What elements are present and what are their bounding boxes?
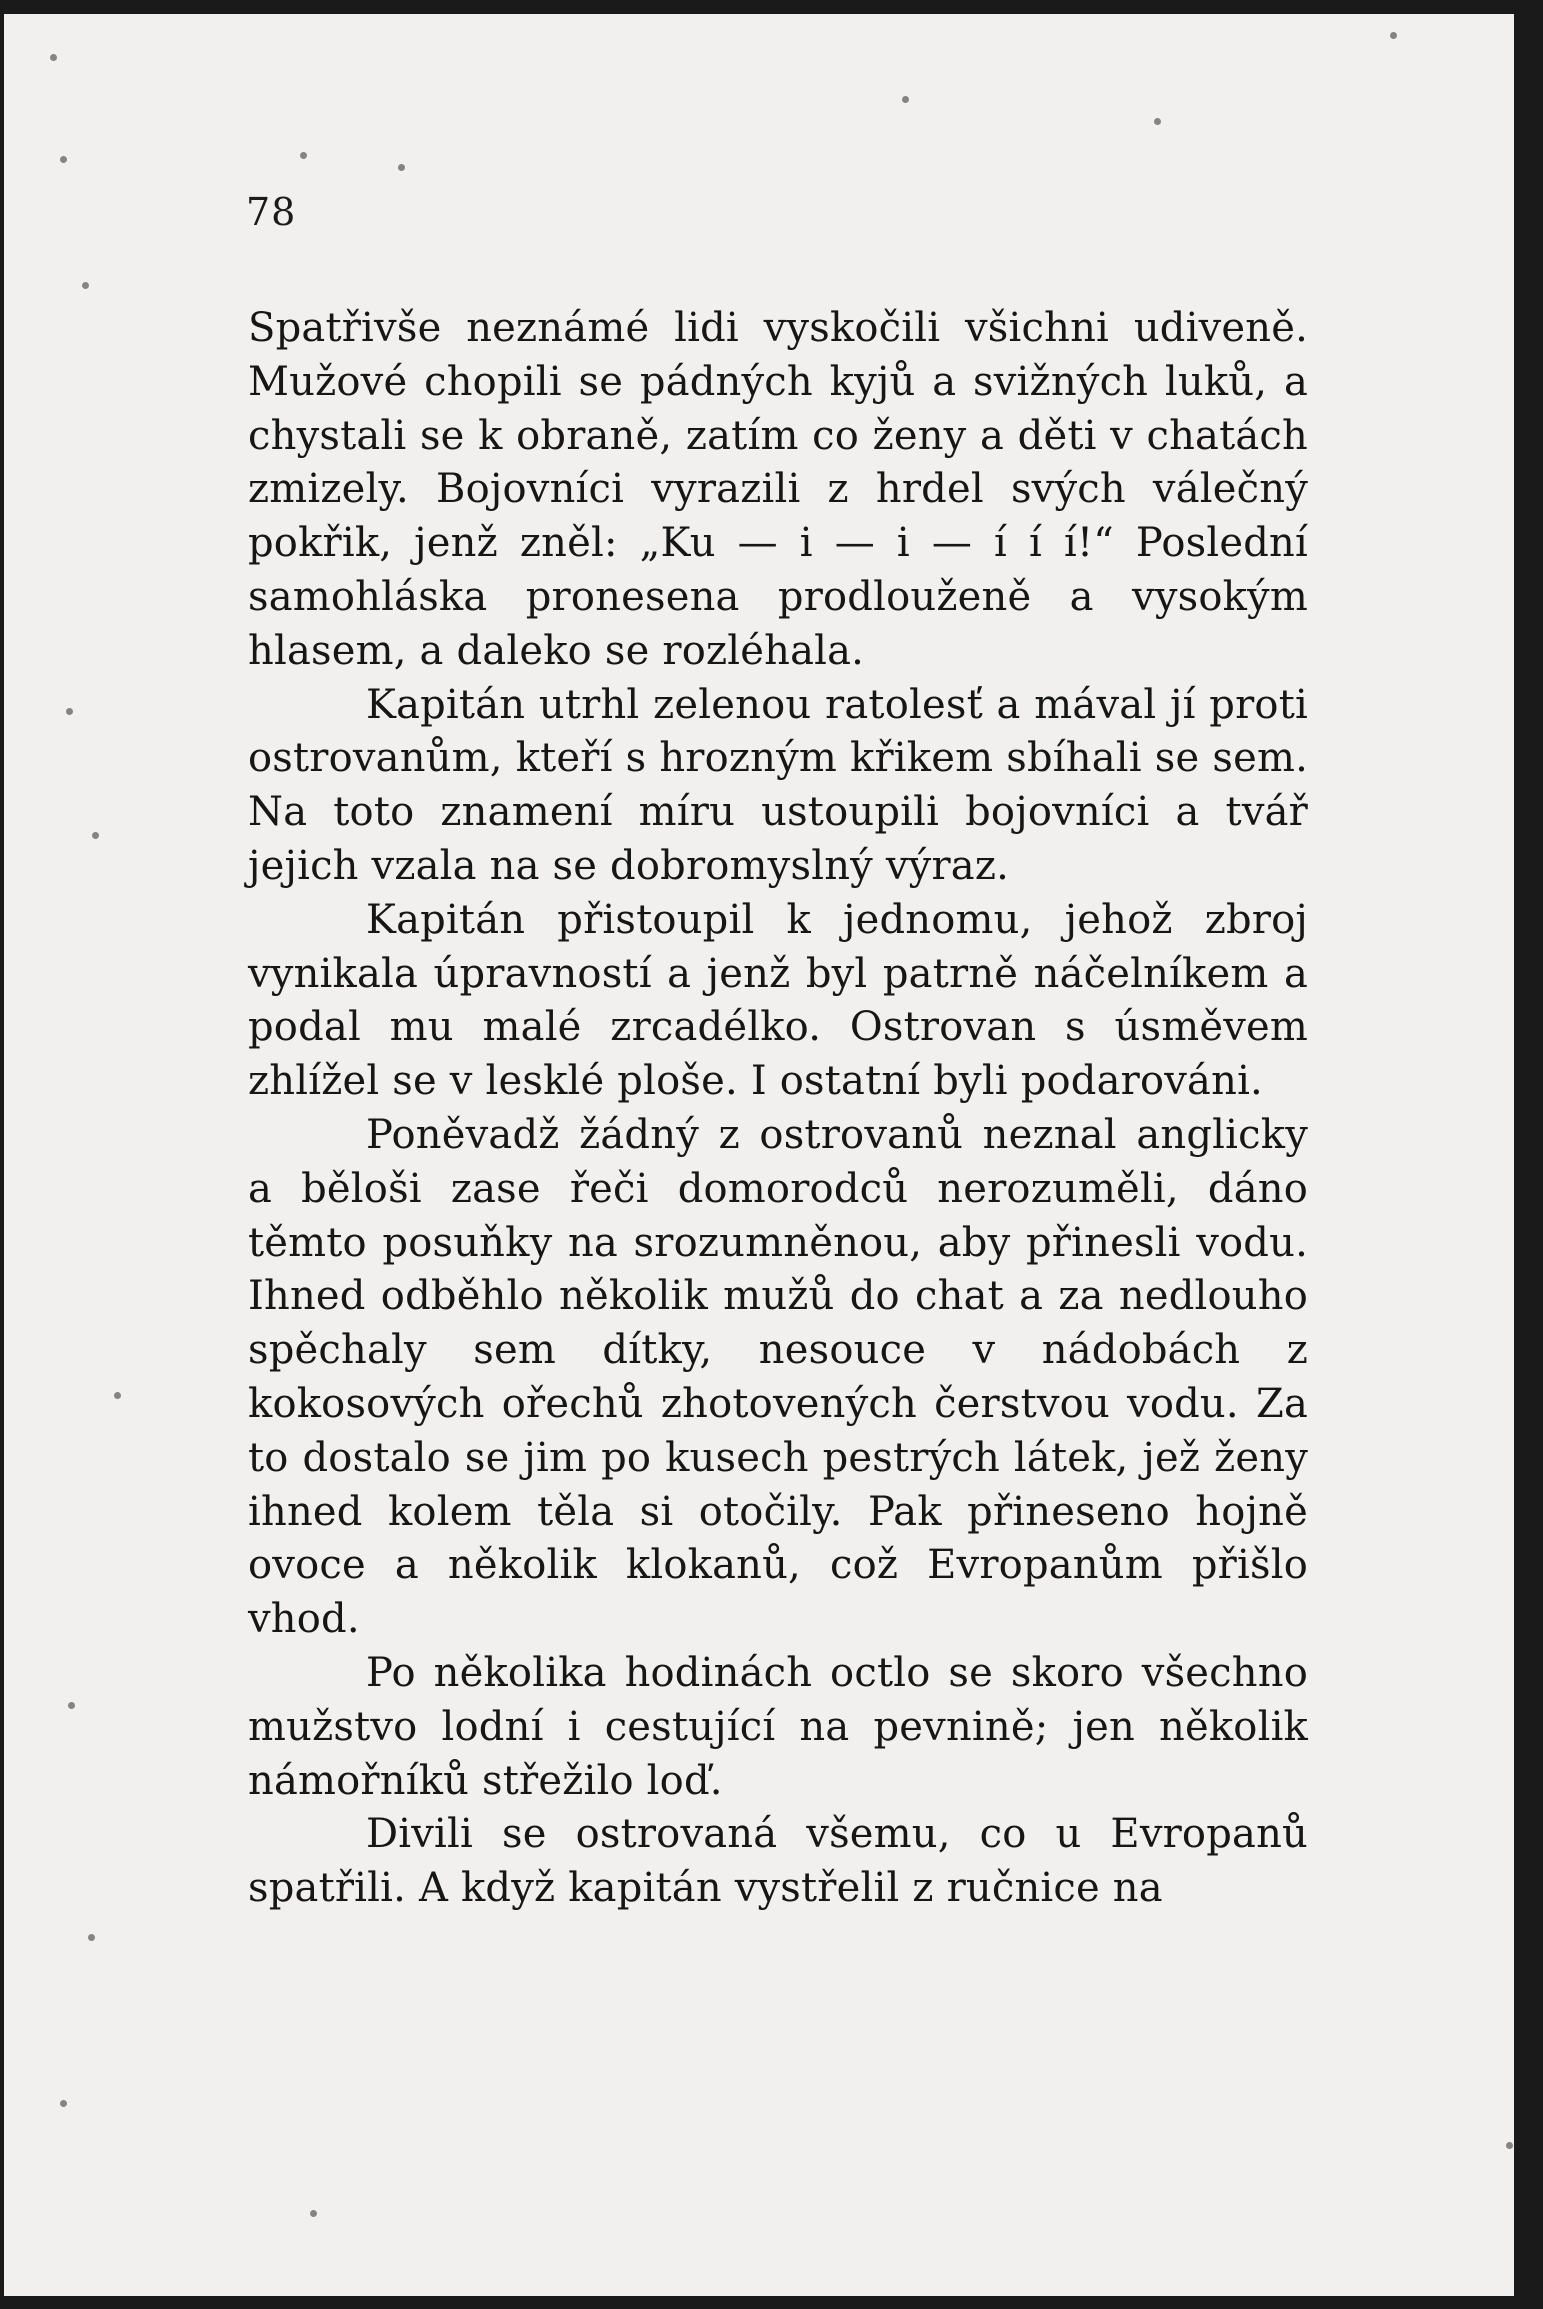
paper-speck: [60, 156, 67, 163]
body-text: [248, 302, 1308, 1916]
paper-speck: [92, 832, 99, 839]
paper-speck: [902, 96, 909, 103]
paragraph: Poněvadž žádný z ostrovanů neznal anglicky a běloši zase řeči domorodců nerozuměli, dáno těmto posuňky na srozumněnou, aby přinesli vodu. Ihned odběhlo několik mužů do chat a za nedlouho spěchaly sem dítky, nesouce v nádobách z kokosových ořechů zhotovených čerstvou vodu. Za to dostalo se jim po kusech pestrých látek, jež ženy ihned kolem těla si otočily. Pak přineseno hojně ovoce a několik klokanů, což Evropanům přišlo vhod.: [248, 1111, 1308, 1643]
page-number: 78: [246, 190, 297, 234]
paper-speck: [114, 1392, 121, 1399]
paper-speck: [1390, 32, 1397, 39]
paragraph: Po několika hodinách octlo se skoro všechno mužstvo lodní i cestující na pevnině; jen několik námořníků střežilo loď.: [248, 1649, 1308, 1804]
book-page: [4, 14, 1514, 2296]
paper-speck: [66, 708, 73, 715]
paper-speck: [1154, 118, 1161, 125]
paragraph: Divili se ostrovaná všemu, co u Evropanů spatřili. A když kapitán vystřelil z ručnice na: [248, 1811, 1308, 1912]
paper-speck: [68, 1702, 75, 1709]
paper-speck: [310, 2210, 317, 2217]
paper-speck: [60, 2100, 67, 2107]
paper-speck: [1506, 2142, 1513, 2149]
paper-speck: [398, 164, 405, 171]
paper-speck: [50, 54, 57, 61]
paper-speck: [82, 282, 89, 289]
paragraph: Spatřivše neznámé lidi vyskočili všichni udiveně. Mužové chopili se pádných kyjů a svižných luků, a chystali se k obraně, zatím co ženy a děti v chatách zmizely. Bojovníci vyrazili z hrdel svých válečný pokřik, jenž zněl: „Ku — i — i — í í í!“ Poslední samohláska pronesena prodlouženě a vysokým hlasem, a daleko se rozléhala.: [248, 305, 1308, 674]
paper-speck: [88, 1934, 95, 1941]
paragraph: Kapitán utrhl zelenou ratolesť a mával jí proti ostrovanům, kteří s hrozným křikem sbíhali se sem. Na toto znamení míru ustoupili bojovníci a tvář jejich vzala na se dobromyslný výraz.: [248, 681, 1308, 889]
paragraph: Kapitán přistoupil k jednomu, jehož zbroj vynikala úpravností a jenž byl patrně náčelníkem a podal mu malé zrcadélko. Ostrovan s úsměvem zhlížel se v lesklé ploše. I ostatní byli podarováni.: [248, 896, 1308, 1105]
paper-speck: [300, 152, 307, 159]
